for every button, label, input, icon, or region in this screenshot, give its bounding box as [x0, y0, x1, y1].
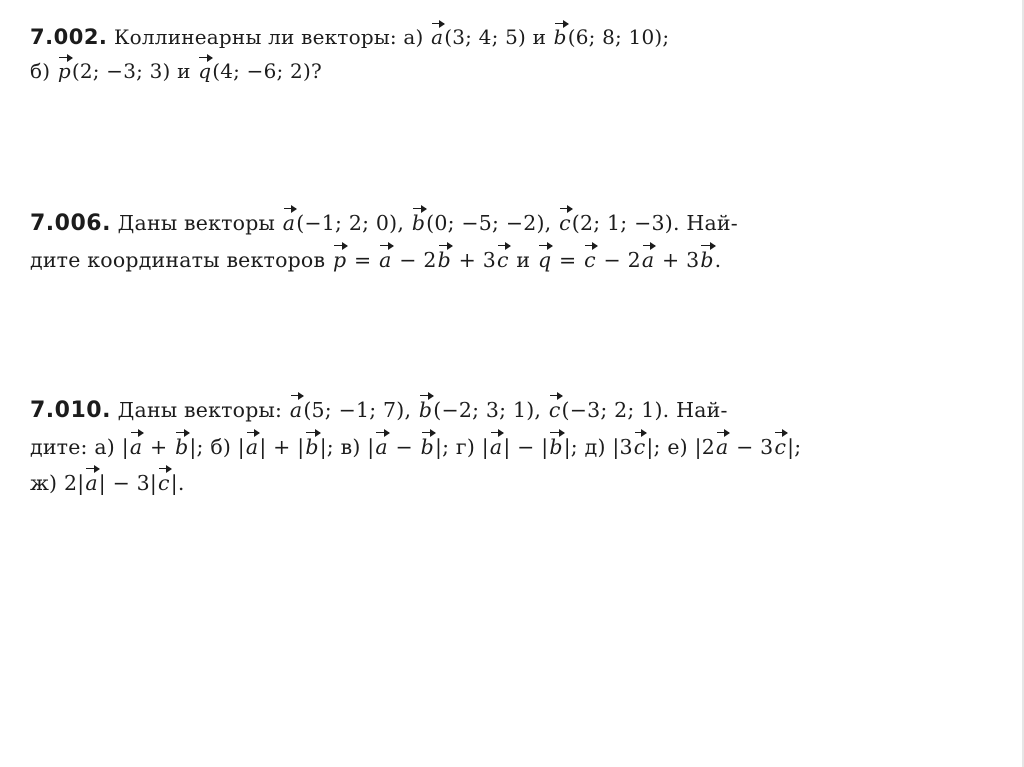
- problem-number: 7.002.: [30, 25, 108, 49]
- vector-c: c: [157, 465, 171, 501]
- text-segment: Даны векторы: [110, 211, 282, 235]
- problem-text: [30, 471, 185, 495]
- vector-c: c: [773, 429, 787, 465]
- text-segment: б): [30, 59, 57, 83]
- text-segment: +: [143, 435, 175, 459]
- text-segment: |; б) |: [189, 435, 245, 459]
- text-segment: (−2; 3; 1),: [433, 398, 548, 422]
- text-segment: =: [347, 248, 379, 272]
- problem-text: [107, 25, 669, 49]
- text-segment: (−3; 2; 1). Най-: [561, 398, 728, 422]
- text-segment: (6; 8; 10);: [567, 25, 670, 49]
- text-segment: (2; 1; −3). Най-: [571, 211, 738, 235]
- vector-a: a: [641, 242, 655, 279]
- problem-text: [111, 211, 738, 235]
- vector-a: a: [245, 429, 259, 465]
- text-segment: + 3: [655, 248, 700, 272]
- problem-7-006: [30, 205, 738, 279]
- text-segment: Даны векторы:: [110, 398, 289, 422]
- vector-a: a: [374, 429, 388, 465]
- vector-c: c: [558, 205, 572, 242]
- vector-a: a: [282, 205, 296, 242]
- text-segment: дите: а) |: [30, 435, 129, 459]
- problem-text: [30, 435, 801, 459]
- vector-c: c: [548, 392, 562, 428]
- problem-7-010: [30, 392, 801, 501]
- text-segment: (2; −3; 3) и: [71, 59, 198, 83]
- vector-b: b: [420, 429, 435, 465]
- text-segment: | + |: [259, 435, 305, 459]
- vector-b: b: [699, 242, 714, 279]
- text-segment: | − |: [503, 435, 549, 459]
- text-segment: (0; −5; −2),: [426, 211, 559, 235]
- vector-q: q: [197, 54, 212, 88]
- problem-number: 7.010.: [30, 398, 111, 423]
- text-segment: −: [388, 435, 420, 459]
- problem-line: [30, 20, 669, 54]
- text-segment: |; г) |: [434, 435, 489, 459]
- text-segment: .: [714, 248, 722, 272]
- vector-c: c: [633, 429, 647, 465]
- problem-line: [30, 392, 801, 429]
- vector-c: c: [496, 242, 510, 279]
- text-segment: |.: [170, 471, 185, 495]
- text-segment: − 2: [596, 248, 641, 272]
- text-segment: − 2: [392, 248, 437, 272]
- text-segment: (5; −1; 7),: [303, 398, 418, 422]
- problem-text: [30, 248, 721, 272]
- text-segment: |; в) |: [319, 435, 375, 459]
- text-segment: | − 3|: [98, 471, 158, 495]
- vector-a: a: [378, 242, 392, 279]
- vector-b: b: [437, 242, 452, 279]
- problem-line: [30, 429, 801, 465]
- text-segment: (−1; 2; 0),: [296, 211, 411, 235]
- vector-p: p: [57, 54, 72, 88]
- text-segment: + 3: [451, 248, 496, 272]
- vector-a: a: [715, 429, 729, 465]
- vector-b: b: [418, 392, 433, 428]
- problem-7-002: [30, 20, 669, 88]
- text-segment: =: [552, 248, 584, 272]
- vector-a: a: [129, 429, 143, 465]
- problem-line: [30, 242, 738, 279]
- problem-text: [111, 398, 728, 422]
- text-segment: Коллинеарны ли векторы: а): [107, 25, 431, 49]
- vector-b: b: [174, 429, 189, 465]
- problem-line: [30, 205, 738, 242]
- vector-a: a: [489, 429, 503, 465]
- text-segment: ж) 2|: [30, 471, 85, 495]
- vector-b: b: [304, 429, 319, 465]
- text-segment: и: [509, 248, 537, 272]
- text-segment: |; д) |3: [563, 435, 633, 459]
- vector-p: p: [332, 242, 347, 279]
- vector-a: a: [289, 392, 303, 428]
- vector-b: b: [553, 20, 568, 54]
- vector-a: a: [430, 20, 444, 54]
- vector-q: q: [537, 242, 552, 279]
- problem-text: [30, 59, 322, 83]
- text-segment: дите координаты векторов: [30, 248, 332, 272]
- problem-number: 7.006.: [30, 211, 111, 236]
- vector-b: b: [548, 429, 563, 465]
- text-segment: (4; −6; 2)?: [212, 59, 322, 83]
- text-segment: |; е) |2: [646, 435, 715, 459]
- text-segment: |;: [787, 435, 802, 459]
- text-segment: (3; 4; 5) и: [444, 25, 553, 49]
- text-segment: − 3: [729, 435, 774, 459]
- vector-c: c: [583, 242, 597, 279]
- problem-line: [30, 465, 801, 501]
- problem-line: [30, 54, 669, 88]
- vector-b: b: [411, 205, 426, 242]
- vector-a: a: [84, 465, 98, 501]
